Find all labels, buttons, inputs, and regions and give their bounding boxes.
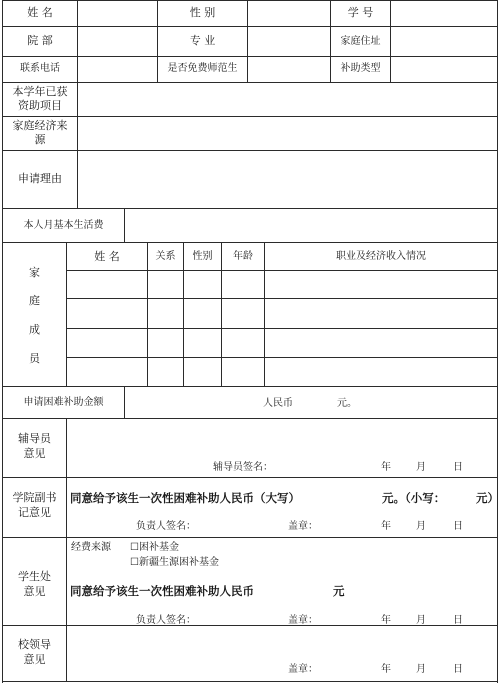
- school-month: 月: [416, 664, 426, 675]
- label-home-address: 家庭住址: [340, 36, 381, 47]
- family-header-gender: 性别: [192, 251, 213, 262]
- gender-field[interactable]: [248, 1, 330, 26]
- student-office-month: 月: [416, 615, 426, 626]
- school-opinion-field[interactable]: [67, 626, 497, 656]
- school-seal: 盖章：: [288, 664, 318, 675]
- family-side-2: 庭: [29, 294, 40, 307]
- label-free-normal: 是否免费师范生: [167, 63, 238, 74]
- counselor-label-1: 辅导员: [18, 432, 51, 445]
- counselor-opinion-field[interactable]: [67, 419, 497, 459]
- student-office-day: 日: [453, 615, 463, 626]
- rule-7: [2, 242, 498, 243]
- rule-11: [2, 537, 498, 538]
- label-major: 专 业: [189, 34, 216, 47]
- label-family-income-1: 家庭经济来: [12, 119, 68, 132]
- family-income-field[interactable]: [78, 117, 497, 150]
- label-aid-received-1: 本学年已获: [12, 85, 68, 98]
- reason-field[interactable]: [78, 151, 497, 208]
- label-living-expense: 本人月基本生活费: [23, 220, 104, 231]
- family-header-relation: 关系: [155, 251, 176, 262]
- student-office-label-1: 学生处: [18, 570, 51, 583]
- school-label-2: 意见: [23, 653, 46, 666]
- student-office-year: 年: [381, 615, 391, 626]
- col-amount: [124, 386, 125, 418]
- funds-option-hardship[interactable]: ☐困补基金: [130, 542, 179, 553]
- major-field[interactable]: [248, 27, 330, 56]
- family-header-age: 年龄: [233, 251, 253, 262]
- home-address-field[interactable]: [391, 27, 497, 56]
- family-header-job-income: 职业及经济收入情况: [336, 251, 426, 262]
- border-right: [497, 0, 498, 683]
- funds-source-label: 经费来源: [71, 542, 111, 553]
- label-gender: 性 别: [189, 6, 216, 19]
- counselor-year: 年: [381, 462, 391, 473]
- college-sec-label-2: 记意见: [18, 506, 51, 519]
- living-expense-field[interactable]: [125, 209, 497, 242]
- counselor-day: 日: [453, 462, 463, 473]
- family-side-1: 家: [29, 266, 40, 279]
- label-family-income-2: 源: [34, 133, 46, 146]
- label-amount: 申请困难补助金额: [23, 397, 104, 408]
- funds-option-xinjiang[interactable]: ☐新疆生源困补基金: [130, 557, 219, 568]
- family-side-4: 员: [29, 352, 40, 365]
- college-sec-agree-text: 同意给予该生一次性困难补助人民币（大写）: [70, 491, 300, 505]
- phone-field[interactable]: [78, 57, 157, 82]
- family-members-table[interactable]: [67, 271, 497, 386]
- label-name: 姓 名: [27, 6, 53, 19]
- college-sec-label-1: 学院副书: [12, 491, 57, 504]
- college-sec-yuan-end: 元）: [476, 491, 499, 505]
- label-student-id: 学 号: [347, 6, 374, 19]
- label-reason: 申请理由: [18, 172, 62, 185]
- student-office-sign: 负责人签名：: [136, 615, 196, 626]
- student-id-field[interactable]: [391, 1, 497, 26]
- college-field[interactable]: [78, 27, 157, 56]
- rule-bottom: [2, 681, 498, 682]
- family-header-name: 姓 名: [94, 250, 120, 263]
- student-office-agree-text: 同意给予该生一次性困难补助人民币: [70, 584, 254, 598]
- label-college: 院 部: [27, 34, 53, 47]
- student-office-yuan: 元: [333, 584, 345, 598]
- family-side-3: 成: [29, 323, 40, 336]
- label-aid-received-2: 资助项目: [18, 99, 62, 112]
- free-normal-field[interactable]: [248, 57, 330, 82]
- college-sec-month: 月: [416, 521, 426, 532]
- student-office-label-2: 意见: [23, 585, 46, 598]
- counselor-label-2: 意见: [23, 447, 46, 460]
- counselor-month: 月: [416, 462, 426, 473]
- name-field[interactable]: [78, 1, 157, 26]
- college-sec-year: 年: [381, 521, 391, 532]
- college-sec-yuan-small: 元。（小写：: [382, 491, 446, 505]
- college-sec-seal: 盖章：: [288, 521, 318, 532]
- amount-currency: 人民币: [263, 398, 293, 409]
- amount-field[interactable]: [290, 389, 336, 415]
- label-phone: 联系电话: [20, 63, 60, 74]
- college-sec-day: 日: [453, 521, 463, 532]
- school-label-1: 校领导: [18, 638, 51, 651]
- amount-unit: 元。: [337, 398, 357, 409]
- college-sec-sign: 负责人签名：: [136, 521, 196, 532]
- aid-received-field[interactable]: [78, 83, 497, 116]
- label-aid-type: 补助类型: [340, 63, 381, 74]
- school-day: 日: [453, 664, 463, 675]
- student-office-seal: 盖章：: [288, 615, 318, 626]
- rule-8: [2, 386, 498, 387]
- counselor-sign: 辅导员签名：: [213, 462, 273, 473]
- rule-10: [2, 477, 498, 478]
- aid-type-field[interactable]: [391, 57, 497, 82]
- school-year: 年: [381, 664, 391, 675]
